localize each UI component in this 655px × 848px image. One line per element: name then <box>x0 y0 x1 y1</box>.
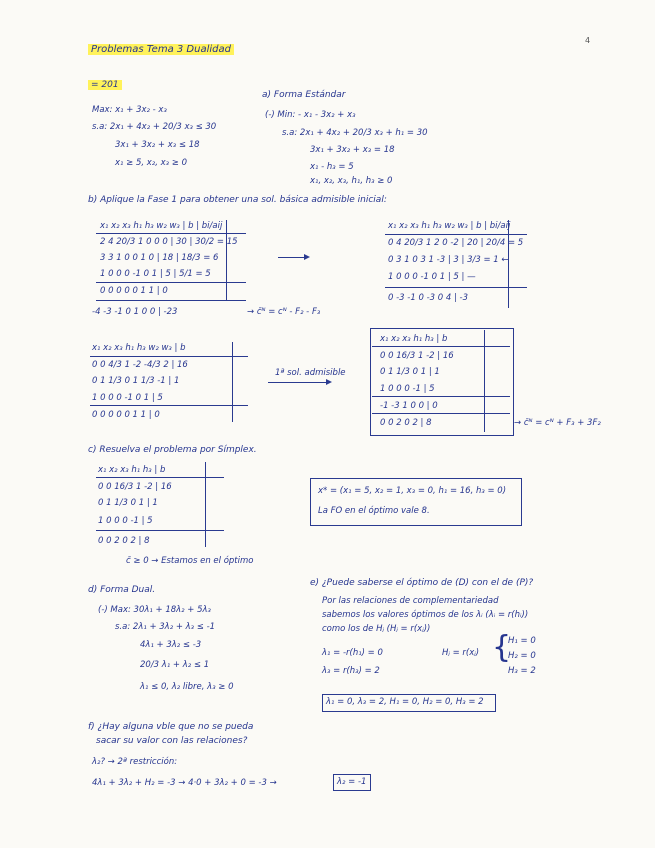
part-e-text: Por las relaciones de complementariedad <box>322 596 499 606</box>
tableau-row: x₁ x₂ x₃ h₁ h₃ w₂ w₃ | b <box>92 343 186 353</box>
part-e-text: H₃ = 2 <box>508 666 536 676</box>
lambda-2-value: λ₂ = -1 <box>337 777 367 787</box>
tableau-row: 0 0 0 0 0 1 1 | 0 <box>92 410 160 420</box>
brace-icon: { <box>492 630 512 665</box>
tableau-row: 1 0 0 0 -1 0 1 | 5 | — <box>388 272 476 282</box>
right-arrow-icon <box>278 257 308 258</box>
part-e-text: H₂ = 0 <box>508 651 536 661</box>
standard-constraint-2: 3x₁ + 3x₂ + x₃ = 18 <box>310 145 395 155</box>
part-c-label: c) Resuelva el problema por Símplex. <box>88 445 257 455</box>
part-b-label: b) Aplique la Fase 1 para obtener una sol. básica admisible inicial: <box>88 195 387 205</box>
dual-objective: (-) Max: 30λ₁ + 18λ₂ + 5λ₃ <box>98 605 211 615</box>
part-e-text: H₁ = 0 <box>508 636 536 646</box>
tableau-row: 0 1 1/3 0 1 1/3 -1 | 1 <box>92 376 180 386</box>
primal-constraint-2: 3x₁ + 3x₂ + x₃ ≤ 18 <box>115 140 200 150</box>
tableau-row: -1 -3 1 0 0 | 0 <box>380 401 438 411</box>
page-title: Problemas Tema 3 Dualidad <box>88 44 234 55</box>
tableau-row: x₁ x₂ x₃ h₁ h₃ w₂ w₃ | b | bi/aij <box>388 221 511 231</box>
primal-objective: Max: x₁ + 3x₂ - x₃ <box>92 105 167 115</box>
part-f-label: f) ¿Hay alguna vble que no se pueda <box>88 722 254 732</box>
primal-bounds: x₁ ≥ 5, x₂, x₃ ≥ 0 <box>115 158 187 168</box>
optimal-value: La FO en el óptimo vale 8. <box>318 506 430 516</box>
dual-values: λ₁ = 0, λ₃ = 2, H₁ = 0, H₂ = 0, H₃ = 2 <box>326 697 484 707</box>
tableau-row: 0 -3 -1 0 -3 0 4 | -3 <box>388 293 469 303</box>
part-e-text: λ₃ = r(h₃) = 2 <box>322 666 380 676</box>
tableau-row: 0 0 16/3 1 -2 | 16 <box>98 482 172 492</box>
part-e-text: λ₁ = -r(h₁) = 0 <box>322 648 383 658</box>
tableau-row: 0 0 2 0 2 | 8 <box>98 536 150 546</box>
standard-objective: (-) Min: - x₁ - 3x₂ + x₃ <box>265 110 356 120</box>
standard-constraint-3: x₁ - h₃ = 5 <box>310 162 354 172</box>
part-d-label: d) Forma Dual. <box>88 585 156 595</box>
tableau-row: x₁ x₂ x₃ h₁ h₃ | b <box>380 334 448 344</box>
dual-constraint-1: s.a: 2λ₁ + 3λ₂ + λ₃ ≤ -1 <box>115 622 216 632</box>
part-e-text: como los de Hⱼ (Hⱼ = r(xⱼ)) <box>322 624 431 634</box>
tableau-row: 0 3 1 0 3 1 -3 | 3 | 3/3 = 1 ← <box>388 255 509 265</box>
tableau-row: 1 0 0 0 -1 | 5 <box>380 384 435 394</box>
standard-constraint-1: s.a: 2x₁ + 4x₂ + 20/3 x₃ + h₁ = 30 <box>282 128 428 138</box>
part-e-label: e) ¿Puede saberse el óptimo de (D) con el de (P)? <box>310 578 534 588</box>
dual-constraint-3: 20/3 λ₁ + λ₂ ≤ 1 <box>140 660 210 670</box>
arrow-label: 1ª sol. admisible <box>275 368 346 378</box>
problem-number: = 201 <box>88 80 122 91</box>
page-mark: 4 <box>585 36 591 45</box>
dual-constraint-2: 4λ₁ + 3λ₂ ≤ -3 <box>140 640 202 650</box>
tableau-row: 0 4 20/3 1 2 0 -2 | 20 | 20/4 = 5 <box>388 238 524 248</box>
tableau-row: 3 3 1 0 0 1 0 | 18 | 18/3 = 6 <box>100 253 219 263</box>
part-a-label: a) Forma Estándar <box>262 90 346 100</box>
right-arrow-icon <box>268 382 330 383</box>
optimality-note: c̄ ≥ 0 → Estamos en el óptimo <box>126 556 254 566</box>
part-e-text: Hⱼ = r(xⱼ) <box>442 648 480 658</box>
tableau-row: 0 0 4/3 1 -2 -4/3 2 | 16 <box>92 360 188 370</box>
tableau-row: 0 1 1/3 0 1 | 1 <box>380 367 440 377</box>
standard-bounds: x₁, x₂, x₃, h₁, h₃ ≥ 0 <box>310 176 393 186</box>
part-e-text: sabemos los valores óptimos de los λᵢ (λᵢ = r(hᵢ)) <box>322 610 529 620</box>
optimal-solution: x* = (x₁ = 5, x₂ = 1, x₃ = 0, h₁ = 16, h₃ = 0) <box>318 486 507 496</box>
tableau-row: 1 0 0 0 -1 | 5 <box>98 516 153 526</box>
tableau-row: 1 0 0 0 -1 0 1 | 5 <box>92 393 163 403</box>
tableau-note: → c̄ᴺ = cᴺ + F₃ + 3F₂ <box>514 418 601 428</box>
tableau-row: 1 0 0 0 -1 0 1 | 5 | 5/1 = 5 <box>100 269 211 279</box>
part-f-label-2: sacar su valor con las relaciones? <box>96 736 248 746</box>
tableau-row: 0 0 0 0 0 1 1 | 0 <box>100 286 168 296</box>
tableau-row: 2 4 20/3 1 0 0 0 | 30 | 30/2 = 15 <box>100 237 238 247</box>
tableau-row: x₁ x₂ x₃ h₁ h₃ | b <box>98 465 166 475</box>
dual-bounds: λ₁ ≤ 0, λ₂ libre, λ₃ ≥ 0 <box>140 682 234 692</box>
tableau-row: -4 -3 -1 0 1 0 0 | -23 <box>92 307 178 317</box>
tableau-row: 0 0 16/3 1 -2 | 16 <box>380 351 454 361</box>
primal-constraint-1: s.a: 2x₁ + 4x₂ + 20/3 x₃ ≤ 30 <box>92 122 217 132</box>
part-f-text: 4λ₁ + 3λ₂ + H₂ = -3 → 4·0 + 3λ₂ + 0 = -3 → <box>92 778 277 788</box>
tableau-row: 0 1 1/3 0 1 | 1 <box>98 498 158 508</box>
tableau-note: → c̄ᴺ = cᴺ - F₂ - F₃ <box>247 307 321 317</box>
tableau-row: 0 0 2 0 2 | 8 <box>380 418 432 428</box>
part-f-text: λ₂? → 2ª restricción: <box>92 757 178 767</box>
tableau-row: x₁ x₂ x₃ h₁ h₃ w₂ w₃ | b | bi/aij <box>100 221 223 231</box>
